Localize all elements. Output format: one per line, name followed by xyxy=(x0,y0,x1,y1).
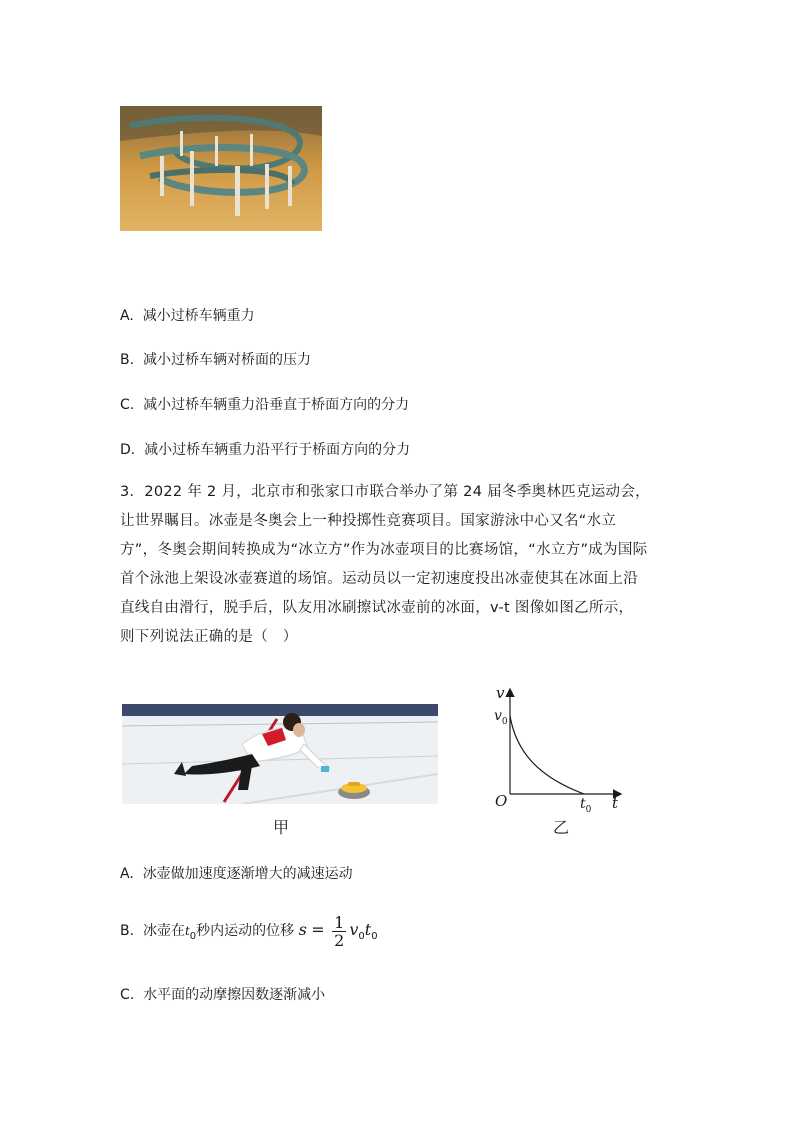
option-b: B. 减小过桥车辆对桥面的压力 xyxy=(120,352,311,368)
fraction-one-half: $\frac{1}{2}$ xyxy=(334,912,345,950)
figure-caption-left: 甲 xyxy=(273,818,290,837)
option-d: D. 减小过桥车辆重力沿平行于桥面方向的分力 xyxy=(120,442,411,458)
vt-graph xyxy=(486,684,626,812)
q3-option-b: B. 冰壶在$t_0$秒内运动的位移 s = $\frac{1}{2}$ $v_0t_0$ xyxy=(120,912,378,950)
figure-caption-right: 乙 xyxy=(553,818,570,837)
bridge-photo xyxy=(120,106,322,231)
option-c: C. 减小过桥车辆重力沿垂直于桥面方向的分力 xyxy=(120,397,410,413)
curling-photo xyxy=(122,704,438,804)
q3-option-a: A. 冰壶做加速度逐渐增大的减速运动 xyxy=(120,866,353,882)
v0-label: $v_0$ xyxy=(494,708,508,727)
option-d-text: 减小过桥车辆重力沿平行于桥面方向的分力 xyxy=(144,442,411,458)
vt-curve xyxy=(510,716,584,794)
q3-option-a-text: 冰壶做加速度逐渐增大的减速运动 xyxy=(142,866,353,882)
t-axis-label: t xyxy=(612,794,619,812)
q3-option-c: C. 水平面的动摩擦因数逐渐减小 xyxy=(120,987,326,1003)
option-a-text: 减小过桥车辆重力 xyxy=(142,308,255,324)
t0-label: $t_0$ xyxy=(580,796,592,812)
v-axis-label: v xyxy=(496,684,505,702)
option-b-text: 减小过桥车辆对桥面的压力 xyxy=(142,352,311,368)
q3-option-c-text: 水平面的动摩擦因数逐渐减小 xyxy=(143,987,326,1003)
option-c-text: 减小过桥车辆重力沿垂直于桥面方向的分力 xyxy=(143,397,410,413)
option-a: A. 减小过桥车辆重力 xyxy=(120,308,255,324)
origin-label: O xyxy=(495,792,508,810)
question-3-text: 3．2022 年 2 月，北京市和张家口市联合举办了第 24 届冬季奥林匹克运动会， 让世界瞩目。冰壶是冬奥会上一种投掷性竞赛项目。国家游泳中心又名“水立 方”，冬奥会期间转换成为“冰立方”作为冰壶项目的比赛场馆，“水立方”成为国际 首个泳池上架设冰壶赛道的场馆。运动员以一定初速度投出冰壶使其在冰面上沿 直线自由滑行，脱手后，队友用冰刷擦试冰壶前的冰面，v-t 图像如图乙所示， 则下列说法正确的是（ ） xyxy=(120,484,650,645)
